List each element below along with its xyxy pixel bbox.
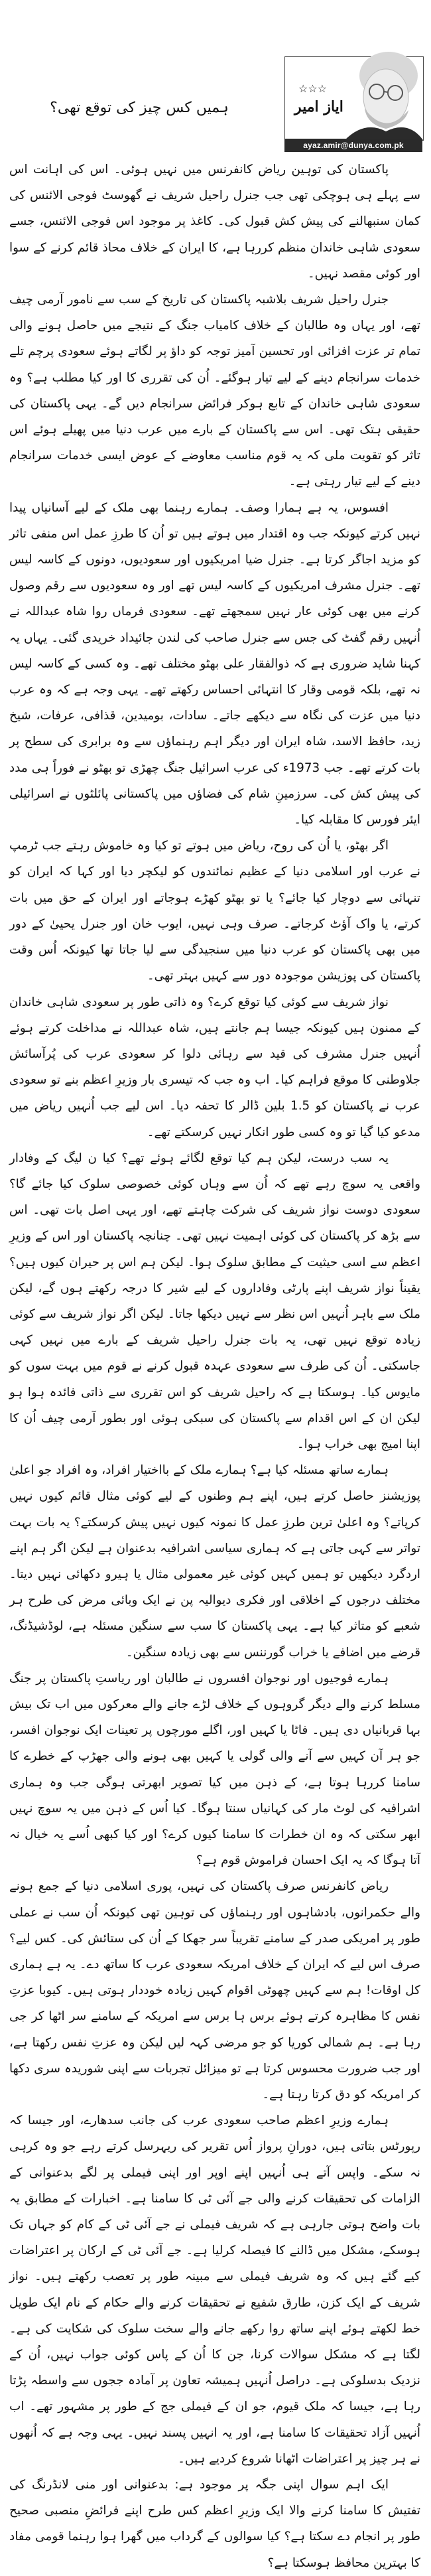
article-paragraph: ایک اہم سوال اپنی جگہ پر موجود ہے: بدعنوانی اور منی لانڈرنگ کی تفتیش کا سامنا کرنے والا ایک وزیرِ اعظم کس طرح اپنے فرائضِ منصبی صحیح طور پر انجام دے سکتا ہے؟ کیا سوالوں کے گرداب میں گھرا ہوا رہنما قومی مفاد کا بہترین محافظ ہوسکتا ہے؟ xyxy=(9,2478,420,2570)
rating-stars-icon: ☆☆☆ xyxy=(298,82,328,95)
column-headline: ہمیں کس چیز کی توقع تھی؟ xyxy=(50,100,229,116)
article-paragraph: جنرل راحیل شریف بلاشبہ پاکستان کی تاریخ کے سب سے نامور آرمی چیف تھے، اور یہاں وہ طالبان کے خلاف کامیاب جنگ کے نتیجے میں حاصل ہونے والی تمام تر عزت افزائی اور تحسین آمیز توجہ کو داؤ پر لگاتے ہوئے سعودی پرچم تلے خدمات سرانجام دینے کے لیے تیار ہوگئے۔ اُن کی تقرری کا اور کیا مطلب ہے؟ وہ سعودی شاہی خاندان کے تابع ہوکر فرائض سرانجام دیں گے۔ یہی پاکستان کی حقیقی ہتک تھی۔ اس سے پاکستان کے بارے میں عرب دنیا میں پھیلے ہوئے اس تاثر کو تقویت ملی کہ یہ قوم مناسب معاوضے کے عوض ایسی خدمات سرانجام دینے کے لیے تیار رہتی ہے۔ xyxy=(9,293,420,489)
article-body xyxy=(9,157,420,2570)
article-paragraph: ہمارے وزیرِ اعظم صاحب سعودی عرب کی جانب سدھارے، اور جیسا کہ رپورٹس بتاتی ہیں، دورانِ پرواز اُس تقریر کی ریہرسل کرتے رہے جو وہ کرہی نہ سکے۔ واپس آتے ہی اُنہیں اپنے اوپر اور اپنی فیملی پر لگے بدعنوانی کے الزامات کی تحقیقات کرنے والی جے آئی ٹی کا سامنا ہے۔ اخبارات کے مطابق یہ بات واضح ہوتی جارہی ہے کہ شریف فیملی نے جے آئی ٹی کے کام کو جہاں تک ہوسکے، مشکل میں ڈالنے کا فیصلہ کرلیا ہے۔ جے آئی ٹی کے ارکان پر اعتراضات کیے گئے ہیں کہ وہ شریف فیملی سے مبینہ طور پر تعصب رکھتے ہیں۔ نواز شریف کے ایک کزن، طارق شفیع نے تحقیقات کرنے والے حکام کے نام ایک طویل خط لکھتے ہوئے اپنے ساتھ روا رکھے جانے والے سخت سلوک کی شکایت کی ہے۔ لگتا ہے کہ مشکل سوالات کرنا، جن کا اُن کے پاس کوئی جواب نہیں، اُن کے نزدیک بدسلوکی ہے۔ دراصل اُنہیں ہمیشہ تعاون پر آمادہ ججوں سے واسطہ پڑتا رہا ہے، جیسا کہ ملک قیوم، جو ان کے فیملی جج کے طور پر مشہور تھے۔ اب اُنہیں آزاد تحقیقات کا سامنا ہے، اور یہ انہیں پسند نہیں۔ یہی وجہ ہے کہ اُنھوں نے ہر چیز پر اعتراضات اٹھانا شروع کردیے ہیں۔ xyxy=(9,2113,420,2466)
article-paragraph: افسوس، یہ ہے ہمارا وصف۔ ہمارے رہنما بھی ملک کے لیے آسانیاں پیدا نہیں کرتے کیونکہ جب وہ اقتدار میں ہوتے ہیں تو اُن کا طرزِ عمل اس منفی تاثر کو مزید اجاگر کرتا ہے۔ جنرل ضیا امریکیوں اور سعودیوں، دونوں کے کاسہ لیس تھے۔ جنرل مشرف امریکیوں کے کاسہ لیس تھے اور وہ سعودیوں سے رقم وصول کرنے میں بھی کوئی عار نہیں سمجھتے تھے۔ سعودی فرماں روا شاہ عبداللہ نے اُنہیں رقم گفٹ کی جس سے جنرل صاحب کی لندن جائیداد خریدی گئی۔ یہاں یہ کہنا شاید ضروری ہے کہ ذوالفقار علی بھٹو مختلف تھے۔ وہ کسی کے کاسہ لیس نہ تھے، بلکہ قومی وقار کا انتہائی احساس رکھتے تھے۔ یہی وجہ ہے کہ وہ عرب دنیا میں عزت کی نگاہ سے دیکھے جاتے۔ سادات، بومیدین، قذافی، عرفات، شیخ زید، حافظ الاسد، شاہ ایران اور دیگر اہم رہنماؤں سے وہ برابری کی سطح پر بات کرتے تھے۔ جب 1973ء کی عرب اسرائیل جنگ چھڑی تو بھٹو نے فوراً ہی مدد کی پیش کش کی۔ سرزمینِ شام کی فضاؤں میں پاکستانی پائلٹوں نے اسرائیلی ایئر فورس کا مقابلہ کیا۔ xyxy=(9,500,420,827)
article-paragraph: ہمارے ساتھ مسئلہ کیا ہے؟ ہمارے ملک کے بااختیار افراد، وہ افراد جو اعلیٰ پوزیشنز حاصل کرتے ہیں، اپنے ہم وطنوں کے لیے کوئی مثال قائم کیوں نہیں کرپاتے؟ وہ اعلیٰ ترین طرزِ عمل کا نمونہ کیوں نہیں پیش کرسکتے؟ یہ بات بہت تواتر سے کہی جاتی ہے کہ ہماری سیاسی اشرافیہ بدعنوان ہے لیکن اگر ہم اپنے اردگرد دیکھیں تو ہمیں کہیں کوئی غیر معمولی مثال یا ہیرو دکھائی نہیں دیتا۔ مختلف درجوں کے اخلاقی اور فکری دیوالیہ پن نے ایک وبائی مرض کی طرح ہر شعبے کو متاثر کیا ہے۔ یہی پاکستان کا سب سے سنگین مسئلہ ہے، لوڈشیڈنگ، قرضے میں اضافے یا خراب گورننس سے بھی زیادہ سنگین۔ xyxy=(9,1463,420,1660)
author-email: ayaz.amir@dunya.com.pk xyxy=(284,139,422,152)
article-paragraph: پاکستان کی توہین ریاض کانفرنس میں نہیں ہوئی۔ اس کی اہانت اس سے پہلے ہی ہوچکی تھی جب جنرل راحیل شریف نے گھوسٹ فوجی الائنس کی کمان سنبھالنے کی پیش کش قبول کی۔ کاغذ پر موجود اس فوجی الائنس، جسے سعودی شاہی خاندان منظم کررہا ہے، کا ایران کے خلاف محاذ قائم کرنے کے سوا اور کوئی مقصد نہیں۔ xyxy=(9,163,420,281)
article-paragraph: اگر بھٹو، یا اُن کی روح، ریاض میں ہوتے تو کیا وہ خاموش رہتے جب ٹرمپ نے عرب اور اسلامی دنیا کے عظیم نمائندوں کو لیکچر دیا اور کہا کہ ایران کو تنہائی سے دوچار کیا جائے؟ یا تو بھٹو کھڑے ہوجاتے اور ایران کے حق میں بات کرتے، یا واک آؤٹ کرجاتے۔ صرف وہی نہیں، ایوب خان اور جنرل یحییٰ کے دور میں بھی پاکستان کو عرب دنیا میں سنجیدگی سے لیا جاتا تھا کیونکہ اُس وقت پاکستان کی پوزیشن موجودہ دور سے کہیں بہتر تھی۔ xyxy=(9,839,420,983)
article-paragraph: یہ سب درست، لیکن ہم کیا توقع لگائے ہوئے تھے؟ کیا ن لیگ کے وفادار واقعی یہ سوچ رہے تھے کہ اُن سے وہاں کوئی خصوصی سلوک کیا جائے گا؟ سعودی دوست نواز شریف کی شرکت چاہتے تھے، اور یہی اصل بات تھی۔ اس سے بڑھ کر پاکستان کی کوئی اہمیت نہیں تھی۔ چنانچہ پاکستان اور اس کے وزیرِ اعظم سے اسی حیثیت کے مطابق سلوک ہوا۔ لیکن ہم اس پر حیران کیوں ہیں؟ یقیناً نواز شریف اپنے پارٹی وفاداروں کے لیے شیر کا درجہ رکھتے ہوں گے، لیکن ملک سے باہر اُنہیں اس نظر سے نہیں دیکھا جاتا۔ لیکن اگر نواز شریف سے کوئی زیادہ توقع نہیں تھی، یہ بات جنرل راحیل شریف کے بارے میں نہیں کہی جاسکتی۔ اُن کی طرف سے سعودی عہدہ قبول کرنے نے قوم میں بہت سوں کو مایوس کیا۔ ہوسکتا ہے کہ راحیل شریف کو اس تقرری سے ذاتی فائدہ ہوا ہو لیکن ان کے اس اقدام سے پاکستان کی سبکی ہوئی اور بطور آرمی چیف اُن کا اپنا امیج بھی خراب ہوا۔ xyxy=(9,1151,420,1451)
author-name: ایاز امیر xyxy=(294,98,343,115)
author-photo xyxy=(345,50,423,140)
author-header xyxy=(284,56,424,141)
article-paragraph: ہمارے فوجیوں اور نوجوان افسروں نے طالبان اور ریاستِ پاکستان پر جنگ مسلط کرنے والے دیگر گروہوں کے خلاف لڑے جانے والے معرکوں میں اب تک بیش بہا قربانیاں دی ہیں۔ فاٹا یا کہیں اور، اگلے مورچوں پر تعینات ایک نوجوان افسر، جو ہر آن کہیں سے آنے والی گولی یا کہیں بھی ہونے والی جھڑپ کے خطرے کا سامنا کررہا ہوتا ہے، کے ذہن میں کیا تصویر ابھرتی ہوگی جب وہ ہماری اشرافیہ کی لوٹ مار کی کہانیاں سنتا ہوگا۔ کیا اُس کے ذہن میں یہ سوچ نہیں ابھر سکتی کہ وہ ان خطرات کا سامنا کیوں کرے؟ اور کیا کبھی اُسے یہ خیال نہ آتا ہوگا کہ یہ ایک احسان فراموش قوم ہے؟ xyxy=(9,1671,420,1868)
article-paragraph: ریاض کانفرنس صرف پاکستان کی نہیں، پوری اسلامی دنیا کے جمع ہونے والے حکمرانوں، بادشاہوں اور رہنماؤں کی توہین تھی کیونکہ اُن سب نے عملی طور پر امریکی صدر کے سامنے تقریباً سر جھکا کے اُن کی ستائش کی۔ کس لیے؟ صرف اس لیے کہ ایران کے خلاف امریکہ سعودی عرب کا ساتھ دے۔ یہ ہے ہماری کل اوقات! ہم سے کہیں چھوٹی اقوام کہیں زیادہ خوددار ہوتی ہیں۔ کیوبا عزتِ نفس کا مظاہرہ کرتے ہوئے برس ہا برس سے امریکہ کے سامنے سر اٹھا کر جی رہا ہے۔ ہم شمالی کوریا کو جو مرضی کہہ لیں لیکن وہ عزتِ نفس رکھتا ہے، اور جب ضرورت محسوس کرتا ہے تو میزائل تجربات سے اپنی شوریدہ سری دکھا کر امریکہ کو دق کرتا رہتا ہے۔ xyxy=(9,1879,420,2102)
article-paragraph: نواز شریف سے کوئی کیا توقع کرے؟ وہ ذاتی طور پر سعودی شاہی خاندان کے ممنون ہیں کیونکہ جیسا ہم جانتے ہیں، شاہ عبداللہ نے مداخلت کرتے ہوئے اُنہیں جنرل مشرف کی قید سے رہائی دلوا کر سعودی عرب کی پُرآسائش جلاوطنی کا موقع فراہم کیا۔ اب وہ جب کہ تیسری بار وزیرِ اعظم بنے تو سعودی عرب نے پاکستان کو 1.5 بلین ڈالر کا تحفہ دیا۔ اس لیے جب اُنہیں ریاض میں مدعو کیا گیا تو وہ کسی طور انکار نہیں کرسکتے تھے۔ xyxy=(9,995,420,1139)
